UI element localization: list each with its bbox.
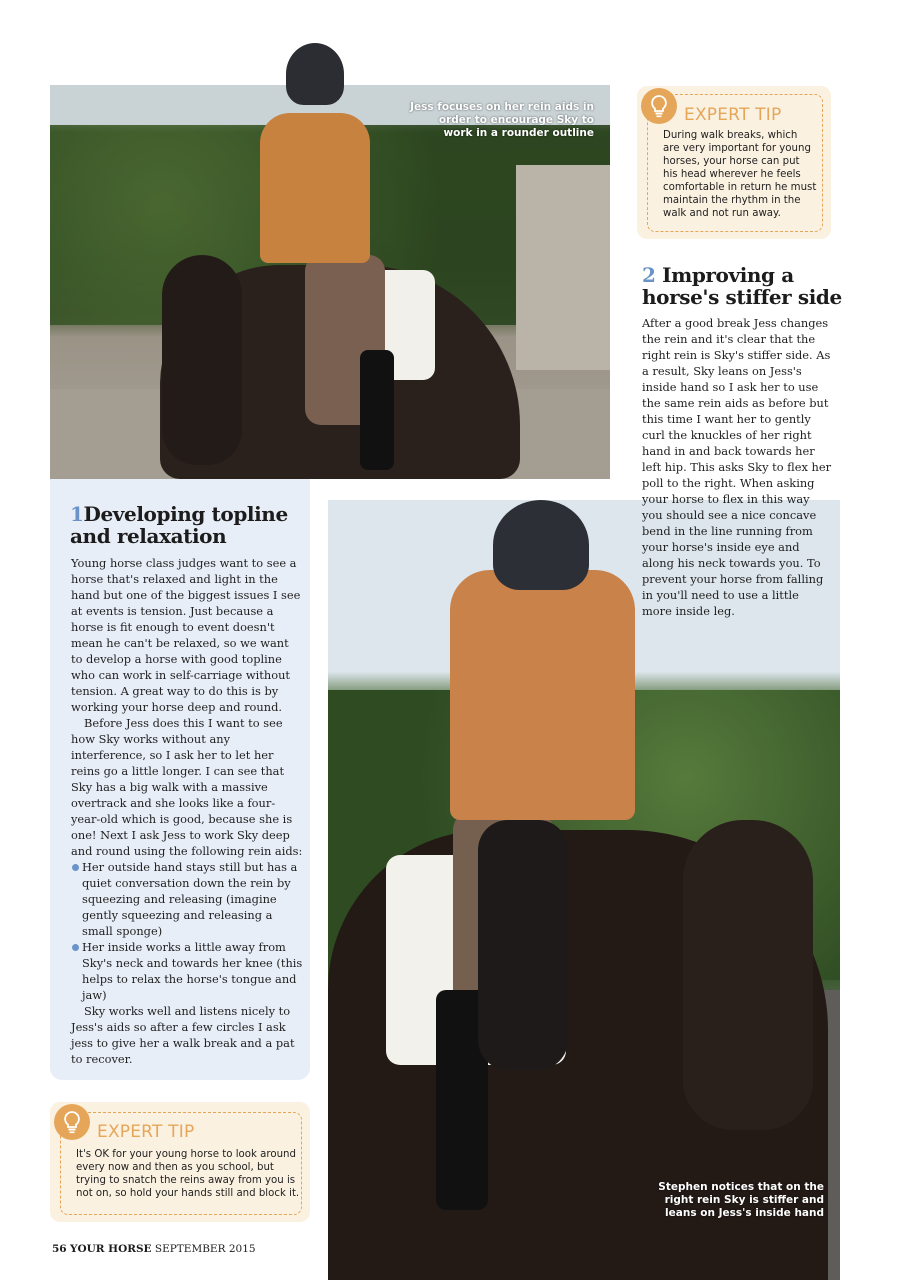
lightbulb-icon	[54, 1104, 90, 1140]
magazine-name: YOUR HORSE	[69, 1243, 152, 1255]
section1-heading	[70, 503, 305, 547]
page-footer	[52, 1243, 256, 1255]
section1-para1: Young horse class judges want to see a horse that's relaxed and light in the hand but one of the biggest issues I see at events is tension. Just because a horse is fit enough to event doesn't mean he can't be relaxed, so we want to develop a horse with good topline who can work in self-carriage without tension. A great way to do this is by working your horse deep and round.	[71, 556, 301, 714]
section2-number: 2	[642, 263, 656, 287]
page-number: 56	[52, 1243, 67, 1255]
bottom-photo-caption: Stephen notices that on the right rein Sky is stiffer and leans on Jess's inside hand	[658, 1181, 824, 1219]
top-photo-caption: Jess focuses on her rein aids in order to encourage Sky to work in a rounder outline	[410, 101, 594, 139]
expert-tip-1-text: During walk breaks, which are very important for young horses, your horse can put his head wherever he feels comfortable in return he must maintain the rhythm in the walk and not run away.	[663, 130, 817, 219]
section1-para2: Before Jess does this I want to see how Sky works without any interference, so I ask her to let her reins go a little longer. I can see that Sky has a big walk with a massive overtrack and she looks like a four-year-old which is good, because she is one! Next I ask Jess to work Sky deep and round using the following rein aids:	[71, 716, 303, 858]
section1-body	[71, 555, 303, 1067]
expert-tip-1-title: EXPERT TIP	[684, 105, 782, 125]
expert-tip-1	[637, 86, 831, 239]
expert-tip-2-title: EXPERT TIP	[97, 1122, 195, 1142]
section2-title: Improving a horse's stiffer side	[642, 263, 842, 309]
expert-tip-2	[50, 1102, 310, 1222]
expert-tip-2-text: It's OK for your young horse to look around every now and then as you school, but trying to snatch the reins away from you is not on, so hold your hands still and block it.	[76, 1149, 300, 1199]
section1-para3: Sky works well and listens nicely to Jess's aids so after a few circles I ask jess to give her a walk break and a pat to recover.	[71, 1004, 295, 1066]
lightbulb-icon	[641, 88, 677, 124]
section1-bullet-2: Her inside works a little away from Sky's neck and towards her knee (this helps to relax the horse's tongue and jaw)	[71, 939, 303, 1003]
section1-bullet-1: Her outside hand stays still but has a quiet conversation down the rein by squeezing and releasing (imagine gently squeezing and releasing a small sponge)	[71, 859, 303, 939]
section1-title: Developing topline and relaxation	[70, 502, 288, 548]
section2-para1: After a good break Jess changes the rein and it's clear that the right rein is Sky's stiffer side. As a result, Sky leans on Jess's inside hand so I ask her to use the same rein aids as before but this time I want her to gently curl the knuckles of her right hand in and back towards her left hip. This asks Sky to flex her poll to the right. When asking your horse to flex in this way you should see a nice concave bend in the line running from your horse's inside eye and along his neck towards you. To prevent your horse from falling in you'll need to use a little more inside leg.	[642, 316, 832, 618]
section2-heading	[642, 264, 842, 308]
section1-number: 1	[70, 502, 84, 526]
section2-body	[642, 315, 832, 619]
top-photo	[50, 85, 610, 479]
helmet-top	[286, 43, 344, 105]
issue-date: SEPTEMBER 2015	[154, 1243, 256, 1255]
